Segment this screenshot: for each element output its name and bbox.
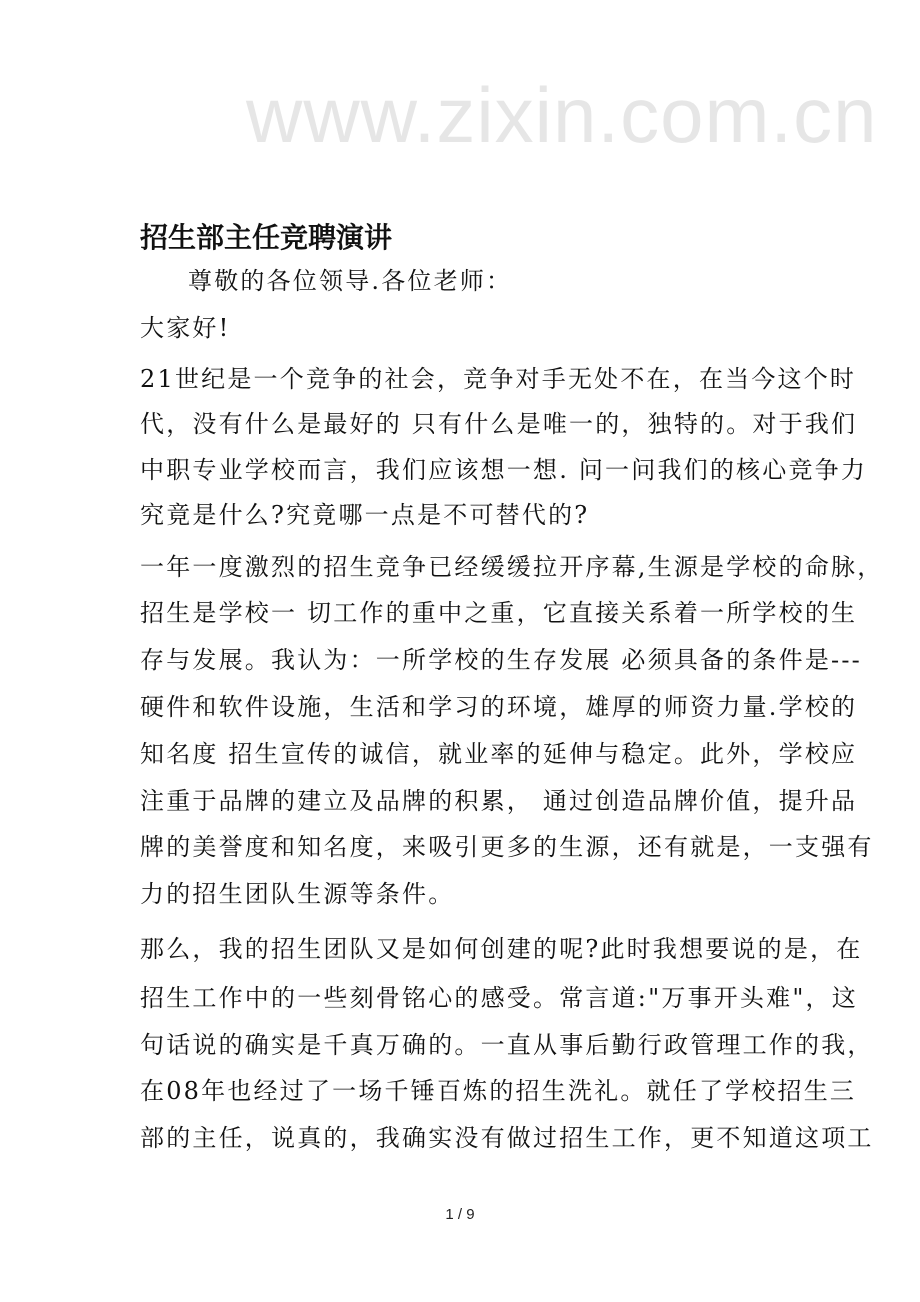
body-line: 句话说的确实是千真万确的。一直从事后勤行政管理工作的我， <box>140 1031 874 1059</box>
body-line: 牌的美誉度和知名度，来吸引更多的生源，还有就是，一支强有 <box>140 833 874 861</box>
body-line: 中职专业学校而言，我们应该想一想. 问一问我们的核心竞争力 <box>140 456 868 484</box>
body-line: 力的招生团队生源等条件。 <box>140 880 455 908</box>
body-line: 存与发展。我认为：一所学校的生存发展 必须具备的条件是--- <box>140 646 862 674</box>
body-line: 注重于品牌的建立及品牌的积累， 通过创造品牌价值，提升品 <box>140 787 858 815</box>
document-title: 招生部主任竞聘演讲 <box>140 221 393 254</box>
body-line: 部的主任，说真的，我确实没有做过招生工作，更不知道这项工 <box>140 1124 874 1152</box>
body-line: 招生是学校一 切工作的重中之重，它直接关系着一所学校的生 <box>140 599 858 627</box>
body-line: 在08年也经过了一场千锤百炼的招生洗礼。就任了学校招生三 <box>140 1077 857 1105</box>
body-line: 硬件和软件设施，生活和学习的环境，雄厚的师资力量.学校的 <box>140 693 858 721</box>
page-number: 1 / 9 <box>445 1206 475 1223</box>
watermark: www.zixin.com.cn <box>246 71 878 159</box>
body-line: 代，没有什么是最好的 只有什么是唯一的，独特的。对于我们 <box>140 410 858 438</box>
body-line: 21世纪是一个竞争的社会，竞争对手无处不在，在当今这个时 <box>140 365 857 393</box>
body-line: 究竟是什么?究竟哪一点是不可替代的? <box>140 501 590 529</box>
body-line: 一年一度激烈的招生竞争已经缓缓拉开序幕,生源是学校的命脉， <box>140 553 884 581</box>
body-line: 招生工作中的一些刻骨铭心的感受。常言道:"万事开头难"，这 <box>140 984 858 1012</box>
greeting: 大家好! <box>140 314 231 342</box>
salutation: 尊敬的各位领导.各位老师： <box>188 267 513 295</box>
body-line: 知名度 招生宣传的诚信，就业率的延伸与稳定。此外，学校应 <box>140 740 858 768</box>
body-line: 那么，我的招生团队又是如何创建的呢?此时我想要说的是，在 <box>140 935 863 963</box>
